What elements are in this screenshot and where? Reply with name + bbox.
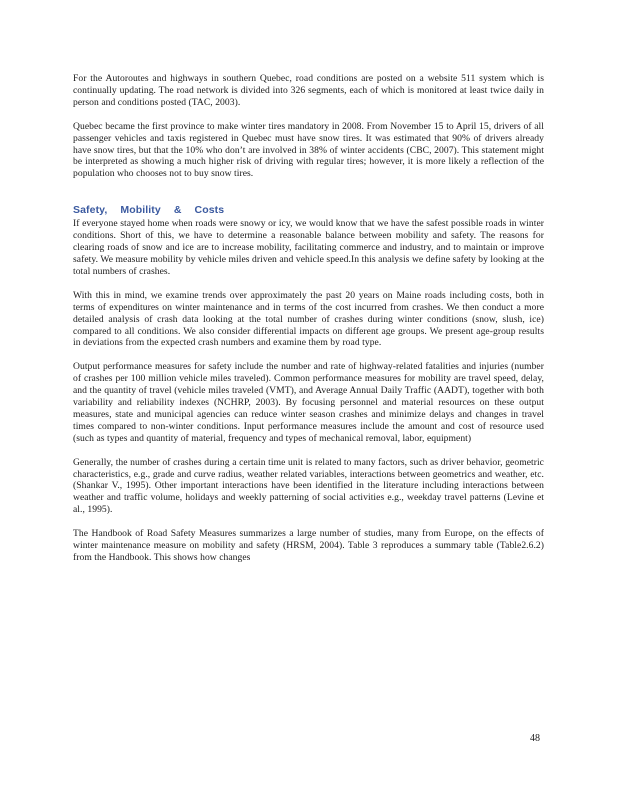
paragraph-handbook: The Handbook of Road Safety Measures summarizes a large number of studies, many from Europe, on the effects of winter maintenance measure on mobility and safety (HRSM, 2004). Table 3 reproduces a summary table (Table2.6.2) from the Handbook. This shows how changes [73,528,544,563]
paragraph-quebec-winter-tires: Quebec became the first province to make winter tires mandatory in 2008. From November 15 to April 15, drivers of all passenger vehicles and taxis registered in Quebec must have snow tires. It was estimated that 90% of drivers already have snow tires, but that the 10% who don’t are involved in 38% of winter accidents (CBC, 2007). This statement might be interpreted as showing a much higher risk of driving with regular tires; however, it is more likely a reflection of the population who chooses not to buy snow tires. [73,120,544,180]
section-heading: Safety, Mobility & Costs [73,204,225,217]
paragraph-mobility-safety-balance: If everyone stayed home when roads were snowy or icy, we would know that we have the safest possible roads in winter conditions. Short of this, we have to determine a reasonable balance between mobility and safety. The reasons for clearing roads of snow and ice are to increase mobility, facilitating commerce and industry, and to maintain or improve safety. We measure mobility by vehicle miles driven and vehicle speed.In this analysis we define safety by looking at the total numbers of crashes. [73,218,544,277]
paragraph-performance-measures: Output performance measures for safety include the number and rate of highway-related fatalities and injuries (number of crashes per 100 million vehicle miles traveled). Common performance measures for mobility are travel speed, delay, and the quantity of travel (vehicle miles traveled (VMT), and Average Annual Daily Traffic (AADT), together with both variability and reliability indexes (NCHRP, 2003). By focusing personnel and material resources on these output measures, state and municipal agencies can reduce winter season crashes and minimize delays and changes in travel times compared to non-winter conditions. Input performance measures include the amount and cost of resource used (such as types and quantity of material, frequency and types of mechanical removal, labor, equipment) [73,361,544,444]
paragraph-quebec-road-conditions: For the Autoroutes and highways in southern Quebec, road conditions are posted on a website 511 system which is continually updating. The road network is divided into 326 segments, each of which is monitored at least twice daily in person and conditions posted (TAC, 2003). [73,73,544,108]
paragraph-maine-trends: With this in mind, we examine trends over approximately the past 20 years on Maine roads including costs, both in terms of expenditures on winter maintenance and in terms of the cost incurred from crashes. We then conduct a more detailed analysis of crash data looking at the total number of crashes during winter conditions (snow, slush, ice) compared to all conditions. We also consider differential impacts on different age groups. We present age-group results in deviations from the expected crash numbers and examine them by road type. [73,289,544,349]
paragraph-crash-factors: Generally, the number of crashes during a certain time unit is related to many factors, such as driver behavior, geometric characteristics, e.g., grade and curve radius, weather related variables, interactions between geometrics and weather, etc. (Shankar V., 1995). Other important interactions have been identified in the literature including interactions between weather and traffic volume, holidays and weekly patterning of social activities e.g., weekday travel patterns (Levine et al., 1995). [73,456,544,516]
page-number: 48 [530,733,540,744]
document-page [73,73,544,576]
